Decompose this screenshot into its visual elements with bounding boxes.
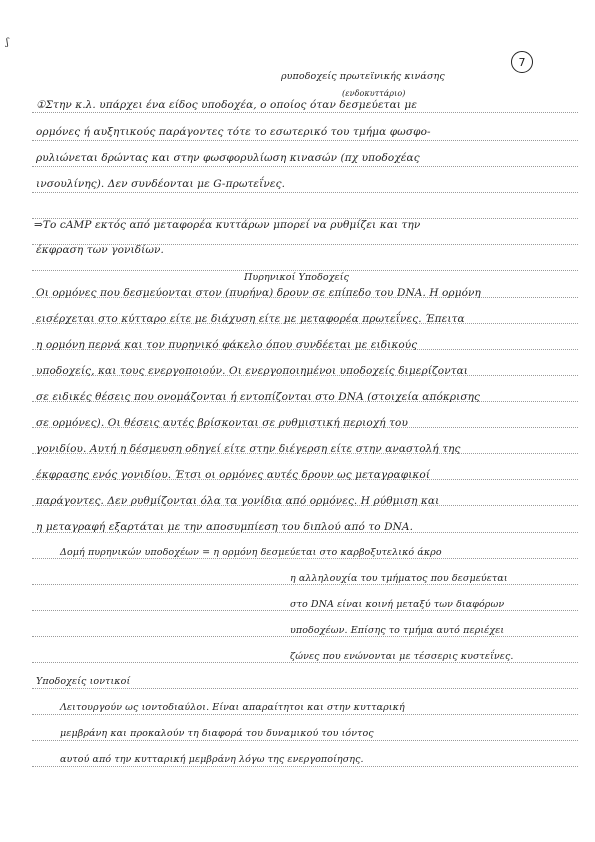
subheading: Υποδοχείς ιοντικοί <box>36 676 131 687</box>
corner-mark: ʃ <box>6 37 9 48</box>
text-line: μεμβράνη και προκαλούν τη διαφορά του δυναμικού του ιόντος <box>60 728 374 739</box>
text-line: εισέρχεται στο κύτταρο είτε με διάχυση είτε με μεταφορέα πρωτεΐνες. Έπειτα <box>36 313 465 325</box>
ruled-line <box>32 714 578 715</box>
text-line: υποδοχείς, και τους ενεργοποιούν. Οι ενεργοποιημένοι υποδοχείς διμερίζονται <box>36 365 469 377</box>
text-line: γονιδίου. Αυτή η δέσμευση οδηγεί είτε στην διέγερση είτε στην αναστολή της <box>36 443 461 455</box>
ruled-line <box>32 166 578 167</box>
ruled-line <box>32 192 578 193</box>
ruled-line <box>32 688 578 689</box>
ruled-line <box>32 740 578 741</box>
text-line: η ορμόνη περνά και τον πυρηνικό φάκελο όπου συνδέεται με ειδικούς <box>36 339 418 351</box>
text-line: ρυλιώνεται δρώντας και στην φωσφορυλίωση κινασών (πχ υποδοχέας <box>36 152 420 164</box>
subheading: Πυρηνικοί Υποδοχείς <box>244 272 350 283</box>
text-line: ⇒Το cAMP εκτός από μεταφορέα κυττάρων μπορεί να ρυθμίζει και την <box>34 219 421 231</box>
text-line: σε ειδικές θέσεις που ονομάζονται ή εντοπίζονται στο DNA (στοιχεία απόκρισης <box>36 391 480 403</box>
ruled-line <box>32 270 578 271</box>
ruled-line <box>32 766 578 767</box>
text-line: παράγοντες. Δεν ρυθμίζονται όλα τα γονίδια από ορμόνες. Η ρύθμιση και <box>36 495 440 507</box>
text-line: σε ορμόνες). Οι θέσεις αυτές βρίσκονται σε ρυθμιστική περιοχή του <box>36 417 408 429</box>
ruled-line <box>32 112 578 113</box>
text-line: ινσουλίνης). Δεν συνδέονται με G-πρωτεΐνες. <box>36 178 286 190</box>
page-number-text: 7 <box>518 55 526 69</box>
text-line: στο DNA είναι κοινή μεταξύ των διαφόρων <box>290 599 505 610</box>
text-line: η αλληλουχία του τμήματος που δεσμεύεται <box>290 573 508 584</box>
text-line: αυτού από την κυτταρική μεμβράνη λόγω της ενεργοποίησης. <box>60 754 364 765</box>
page-number <box>511 51 533 73</box>
text-line: υποδοχέων. Επίσης το τμήμα αυτό περιέχει <box>290 625 505 636</box>
text-line: έκφρασης ενός γονιδίου. Έτσι οι ορμόνες αυτές δρουν ως μεταγραφικοί <box>36 469 431 481</box>
text-line: ζώνες που ενώνονται με τέσσερις κυστεΐνες. <box>290 651 514 662</box>
text-line: Οι ορμόνες που δεσμεύονται στον (πυρήνα) δρουν σε επίπεδο του DNA. Η ορμόνη <box>36 287 481 299</box>
text-line: η μεταγραφή εξαρτάται με την αποσυμπίεση του διπλού από το DNA. <box>36 521 414 533</box>
text-line: ①Στην κ.λ. υπάρχει ένα είδος υποδοχέα, ο οποίος όταν δεσμεύεται με <box>36 99 418 111</box>
text-line: Δομή πυρηνικών υποδοχέων = η ορμόνη δεσμεύεται στο καρβοξυτελικό άκρο <box>60 547 442 558</box>
text-line: έκφραση των γονιδίων. <box>36 244 164 256</box>
text-line: ορμόνες ή αυξητικούς παράγοντες τότε το εσωτερικό του τμήμα φωσφο- <box>36 126 431 138</box>
section-heading: ρυποδοχείς πρωτεϊνικής κινάσης <box>281 71 445 82</box>
text-line: Λειτουργούν ως ιοντοδιαύλοι. Είναι απαραίτητοι και στην κυτταρική <box>60 702 405 713</box>
insertion-note: (ενδοκυττάριο) <box>342 89 406 98</box>
ruled-line <box>32 140 578 141</box>
